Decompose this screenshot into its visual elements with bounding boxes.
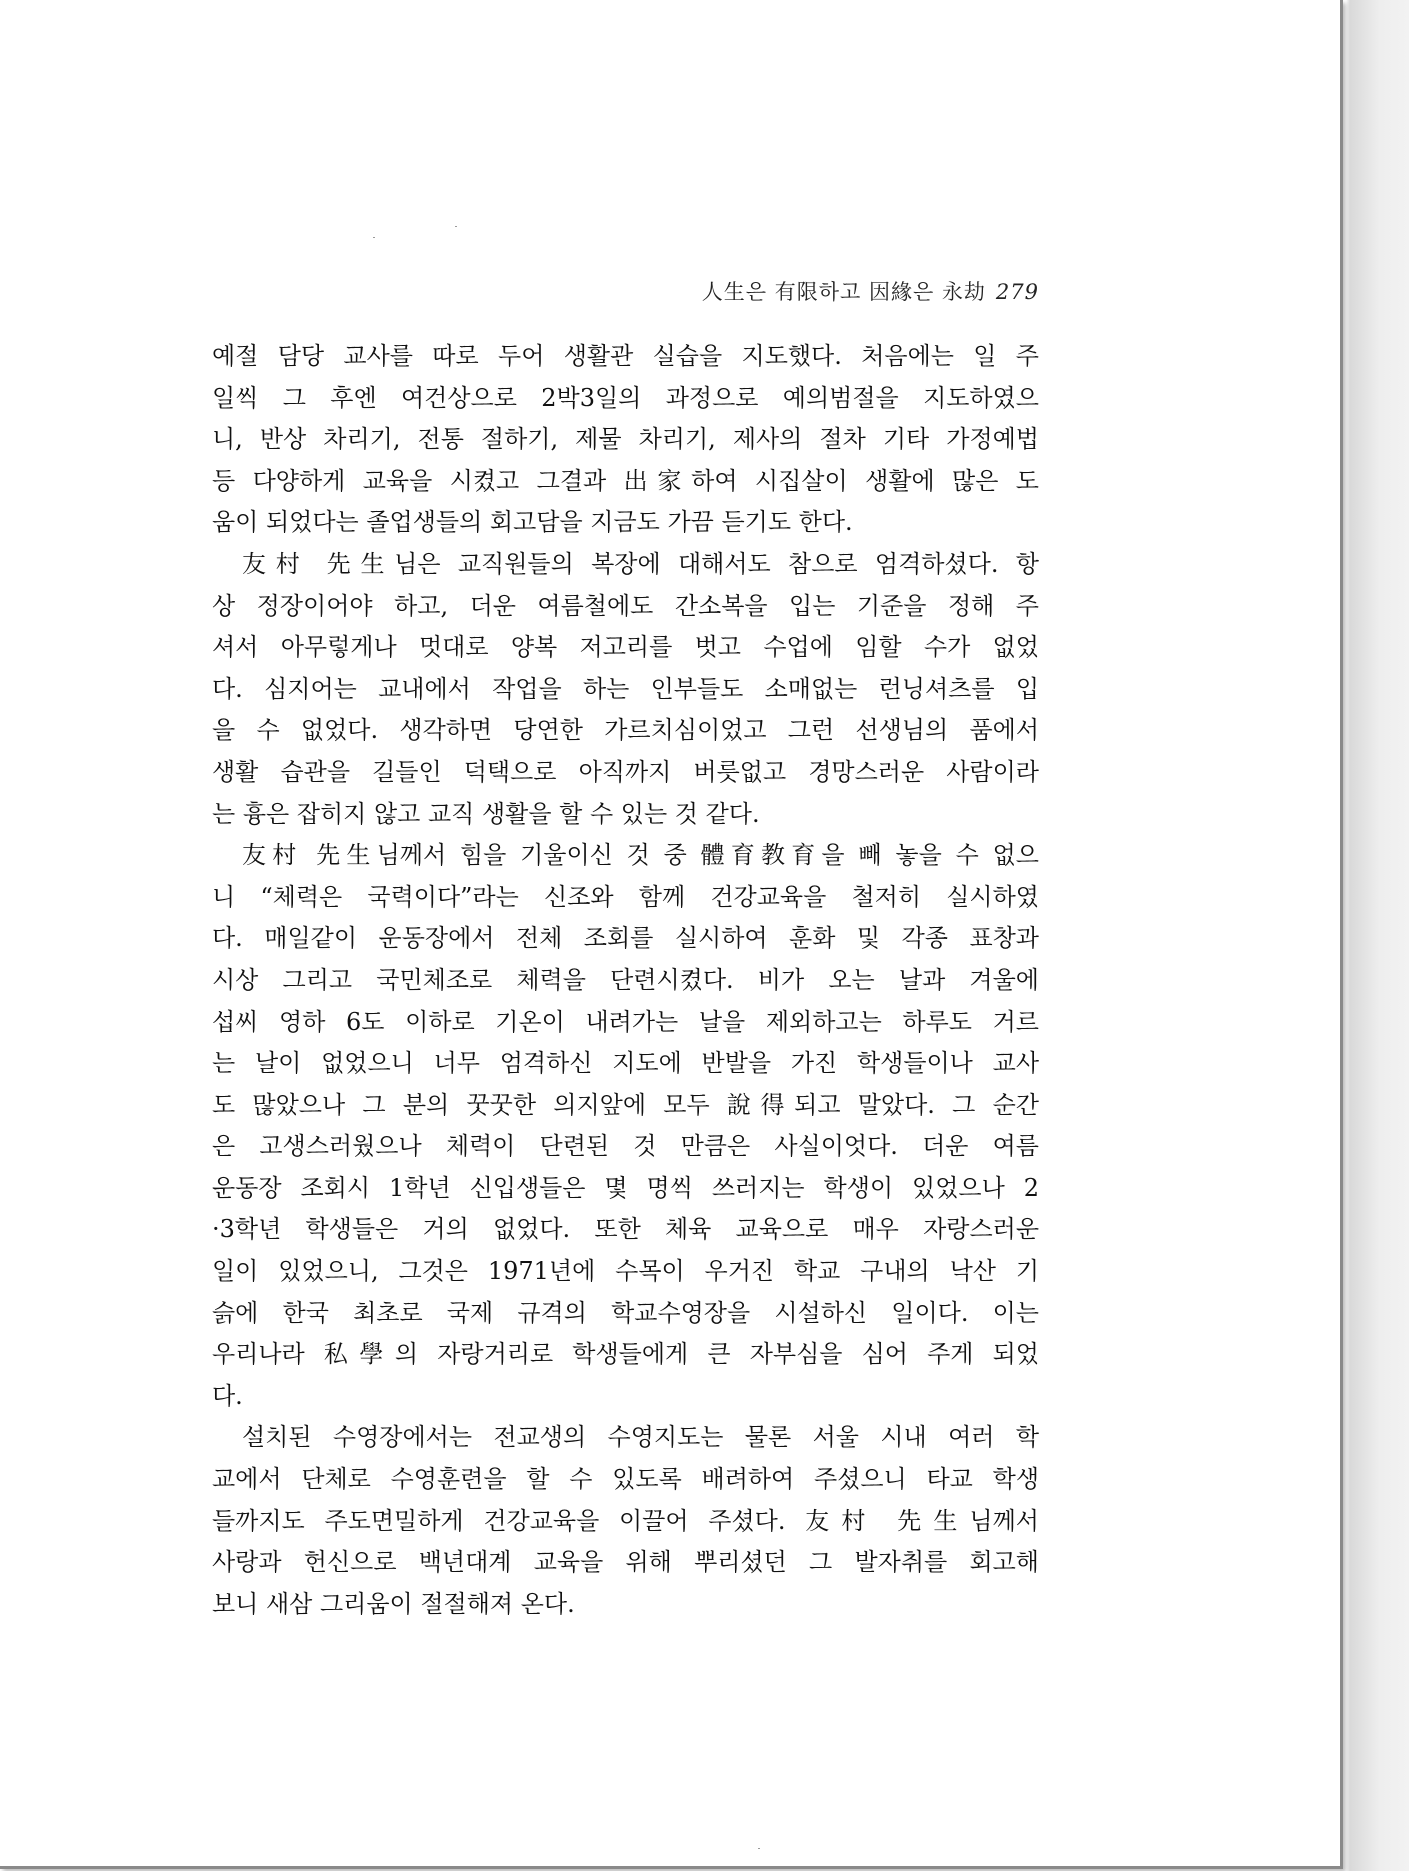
text-line: 설치된 수영장에서는 전교생의 수영지도는 물론 서울 시내 여러 학 (242, 1423, 1039, 1452)
text-line: 보니 새삼 그리움이 절절해져 온다. (212, 1589, 575, 1618)
scan-speck (373, 237, 375, 238)
text-line: 슭에 한국 최초로 국제 규격의 학교수영장을 시설하신 일이다. 이는 (212, 1298, 1039, 1327)
text-line: 을 수 없었다. 생각하면 당연한 가르치심이었고 그런 선생님의 품에서 (212, 716, 1039, 745)
scan-speck (455, 226, 457, 227)
text-line: 예절 담당 교사를 따로 두어 생활관 실습을 지도했다. 처음에는 일 주 (212, 342, 1039, 370)
text-line: 움이 되었다는 졸업생들의 회고담을 지금도 가끔 듣기도 한다. (212, 508, 853, 537)
text-line: 友村 先生님께서 힘을 기울이신 것 중 體育教育을 빼 놓을 수 없으 (242, 841, 1039, 870)
text-line: 는 흉은 잡히지 않고 교직 생활을 할 수 있는 것 같다. (212, 799, 760, 828)
text-line: 우리나라 私學의 자랑거리로 학생들에게 큰 자부심을 심어 주게 되었 (212, 1340, 1039, 1369)
text-line: 友村 先生님은 교직원들의 복장에 대해서도 참으로 엄격하셨다. 항 (242, 549, 1039, 578)
text-line: 다. 심지어는 교내에서 작업을 하는 인부들도 소매없는 런닝셔츠를 입 (212, 674, 1039, 703)
text-line: 들까지도 주도면밀하게 건강교육을 이끌어 주셨다. 友村 先生님께서 (212, 1506, 1039, 1535)
text-line: 생활 습관을 길들인 덕택으로 아직까지 버릇없고 경망스러운 사람이라 (212, 757, 1039, 786)
text-line: 은 고생스러웠으나 체력이 단련된 것 만큼은 사실이엇다. 더운 여름 (212, 1132, 1039, 1161)
text-line: 사랑과 헌신으로 백년대계 교육을 위해 뿌리셨던 그 발자취를 회고해 (212, 1548, 1039, 1577)
text-line: 운동장 조회시 1학년 신입생들은 몇 명씩 쓰러지는 학생이 있었으나 2 (212, 1173, 1039, 1202)
text-line: 다. (212, 1381, 243, 1410)
running-head (702, 276, 1039, 306)
text-line: 교에서 단체로 수영훈련을 할 수 있도록 배려하여 주셨으니 타교 학생 (212, 1465, 1039, 1494)
text-line: 니, 반상 차리기, 전통 절하기, 제물 차리기, 제사의 절차 기타 가정예법 (212, 425, 1039, 454)
scan-speck (758, 1848, 760, 1849)
text-line: 시상 그리고 국민체조로 체력을 단련시켰다. 비가 오는 날과 겨울에 (212, 965, 1039, 994)
text-line: ·3학년 학생들은 거의 없었다. 또한 체육 교육으로 매우 자랑스러운 (212, 1215, 1039, 1244)
text-line: 일이 있었으니, 그것은 1971년에 수목이 우거진 학교 구내의 낙산 기 (212, 1257, 1039, 1286)
text-line: 다. 매일같이 운동장에서 전체 조회를 실시하여 훈화 및 각종 표창과 (212, 924, 1039, 953)
text-line: 는 날이 없었으니 너무 엄격하신 지도에 반발을 가진 학생들이나 교사 (212, 1049, 1039, 1078)
running-head-title: 人生은 有限하고 因緣은 永劫 (701, 280, 986, 304)
text-line: 등 다양하게 교육을 시켰고 그결과 出家하여 시집살이 생활에 많은 도 (212, 466, 1039, 495)
text-line: 섭씨 영하 6도 이하로 기온이 내려가는 날을 제외하고는 하루도 거르 (212, 1007, 1039, 1036)
text-line: 일씩 그 후엔 여건상으로 2박3일의 과정으로 예의범절을 지도하였으 (212, 383, 1039, 412)
text-line: 상 정장이어야 하고, 더운 여름철에도 간소복을 입는 기준을 정해 주 (212, 591, 1039, 620)
text-line: 셔서 아무렇게나 멋대로 양복 저고리를 벗고 수업에 임할 수가 없었 (212, 633, 1039, 662)
text-line: 도 많았으나 그 분의 꿋꿋한 의지앞에 모두 說得되고 말았다. 그 순간 (212, 1090, 1039, 1119)
page-number: 279 (995, 280, 1039, 304)
body-text (212, 336, 1039, 1625)
text-line: 니 “체력은 국력이다”라는 신조와 함께 건강교육을 철저히 실시하였 (212, 882, 1039, 911)
